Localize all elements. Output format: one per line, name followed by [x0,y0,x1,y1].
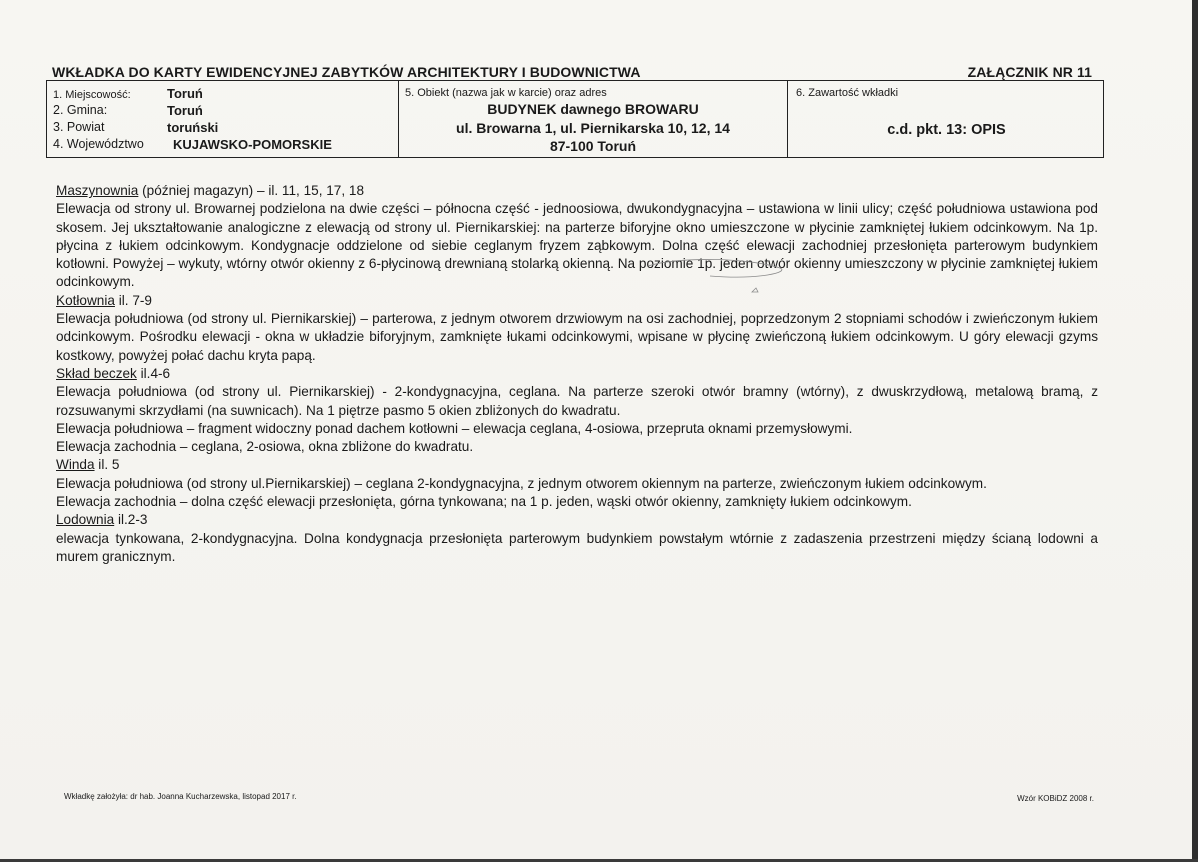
scan-edge-right [1192,0,1198,862]
location-row: 4. Województwo KUJAWSKO-POMORSKIE [53,137,332,152]
footer-template: Wzór KOBiDZ 2008 r. [1017,794,1094,803]
document-title: WKŁADKA DO KARTY EWIDENCYJNEJ ZABYTKÓW ARCHITEKTURY I BUDOWNICTWA [52,64,641,80]
paragraph: Elewacja zachodnia – ceglana, 2-osiowa, okna zbliżone do kwadratu. [56,439,474,455]
metadata-table [46,80,1104,158]
section-heading: Kotłownia il. 7-9 [56,292,152,308]
section-heading: Lodownia il.2-3 [56,512,148,528]
contents-value: c.d. pkt. 13: OPIS [887,122,1006,138]
paragraph: Elewacja zachodnia – dolna część elewacji przesłonięta, górna tynkowana; na 1 p. jeden, wąski otwór okienny, zamknięty łukiem odcinkowym. [56,494,912,510]
section-heading: Winda il. 5 [56,457,120,473]
section-heading: Maszynownia (później magazyn) – il. 11, 15, 17, 18 [56,183,365,198]
paragraph: Elewacja od strony ul. Browarnej podzielona na dwie części – północna część - jednoosiowa, dwukondygnacyjna – ustawiona w linii ulicy; część południowa ustawiona pod skosem. Jej ukształtowanie analogiczne z elewacją od strony ul. Piernikarskiej: na parterze biforyjne okno umieszczone w płycinie zamkniętej łukiem odcinkowym. Na 1p. płycina z łukiem odcinkowym. Kondygnacje oddzielone od siebie ceglanym fryzem ząbkowym. Dolna część elewacji zachodniej przesłonięta parterowym budynkiem kotłowni. Powyżej – wykuty, wtórny otwór okienny z 6-płycinową drewnianą stolarką okienną. Na poziomie 1p. jeden otwór okienny umieszczony w płycinie zamkniętej łukiem odcinkowym. [56,201,1098,290]
contents-cell [788,81,1105,157]
contents-label: 6. Zawartość wkładki [796,87,899,99]
paragraph: elewacja tynkowana, 2-kondygnacyjna. Dolna kondygnacja przesłonięta parterowym budynkiem powstałym wtórnie z zadaszenia przestrzeni między ścianą lodowni a murem granicznym. [56,530,1098,564]
object-postal: 87-100 Toruń [549,138,637,154]
location-row: 1. Miejscowość: Toruń [53,86,203,101]
pencil-mark [640,258,800,308]
section-heading: Skład beczek il.4-6 [56,365,171,381]
paragraph: Elewacja południowa (od strony ul. Piernikarskiej) – parterowa, z jednym otworem drzwiowym na osi zachodniej, poprzedzonym 2 stopniami schodów i zwieńczonym łukiem odcinkowym. Pośrodku elewacji - okna w układzie biforyjnym, zamknięte łukami odcinkowymi, wpisane w płycinę zwieńczoną łukiem odcinkowym. U góry elewacji gzyms kostkowy, powyżej połać dachu kryta papą. [56,311,1098,363]
object-name: BUDYNEK dawnego BROWARU [487,101,699,117]
object-cell [399,81,788,157]
object-address: ul. Browarna 1, ul. Piernikarska 10, 12, 14 [456,120,730,136]
paragraph: Elewacja południowa (od strony ul.Piernikarskiej) – ceglana 2-kondygnacyjna, z jednym otworem okiennym na parterze, zwieńczonym łukiem odcinkowym. [56,475,987,491]
attachment-number: ZAŁĄCZNIK NR 11 [967,64,1092,80]
header [52,64,1092,80]
paragraph: Elewacja południowa – fragment widoczny ponad dachem kotłowni – elewacja ceglana, 4-osiowa, przepruta oknami przemysłowymi. [56,420,853,436]
object-label: 5. Obiekt (nazwa jak w karcie) oraz adres [405,87,607,99]
location-row: 3. Powiat toruński [53,120,219,135]
description-body [56,182,1098,566]
location-cell [47,81,399,157]
location-row: 2. Gmina: Toruń [53,103,203,118]
footer-author: Wkładkę założyła: dr hab. Joanna Kucharzewska, listopad 2017 r. [64,792,297,801]
paragraph: Elewacja południowa (od strony ul. Piernikarskiej) - 2-kondygnacyjna, ceglana. Na parterze szeroki otwór bramny (wtórny), z dwuskrzydłową, metalową bramą, z rozsuwanymi skrzydłami (na suwnicach). Na 1 piętrze pasmo 5 okien zbliżonych do kwadratu. [56,384,1098,418]
